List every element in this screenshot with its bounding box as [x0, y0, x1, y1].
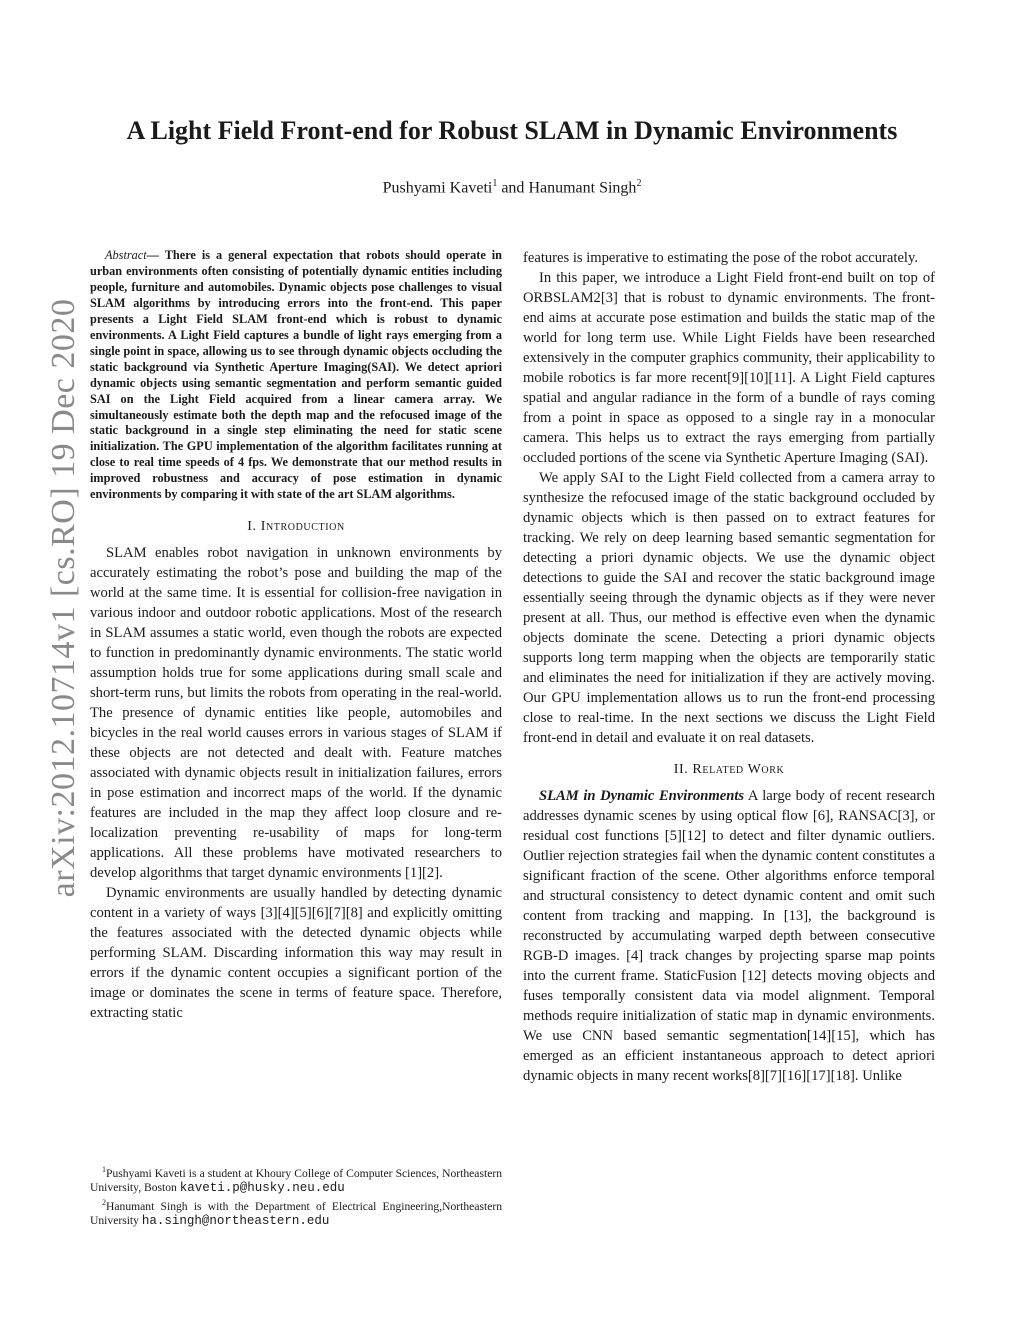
- footnote: [90, 1163, 502, 1196]
- abstract-text: — There is a general expectation that robots should operate in urban environments often consisting of potentially dynamic entities including people, furniture and automobiles. Dynamic objects pose challenges to visual SLAM algorithms by introducing errors into the front-end. This paper presents a Light Field SLAM front-end which is robust to dynamic environments. A Light Field captures a bundle of light rays emerging from a single point in space, allowing us to see through dynamic objects occluding the static background via Synthetic Aperture Imaging(SAI). We detect apriori dynamic objects using semantic segmentation and perform semantic guided SAI on the Light Field acquired from a linear camera array. We simultaneously estimate both the depth map and the refocused image of the static background in a single step eliminating the need for static scene initialization. The GPU implementation of the algorithm facilitates running at close to real time speeds of 4 fps. We demonstrate that our method results in improved robustness and accuracy of pose estimation in dynamic environments by comparing it with state of the art SLAM algorithms.: [90, 248, 502, 502]
- paragraph: features is imperative to estimating the pose of the robot accurately.: [523, 250, 918, 266]
- section-numeral: I.: [247, 519, 261, 535]
- arxiv-identifier-text: arXiv:2012.10714v1 [cs.RO] 19 Dec 2020: [45, 298, 82, 898]
- footnote-text: Hanumant Singh is with the Department of Electrical Engineering,Northeastern University: [90, 1199, 502, 1228]
- abstract: [90, 248, 502, 503]
- affiliation-mark: 1: [492, 178, 498, 189]
- left-column: [90, 248, 502, 1023]
- paragraph: SLAM enables robot navigation in unknown environments by accurately estimating the robot’s pose and building the map of the world at the same time. It is essential for collision-free navigation in various indoor and outdoor robotic applications. Most of the research in SLAM assumes a static world, even though the robots are expected to function in predominantly dynamic environments. The static world assumption holds true for some applications during small scale and short-term runs, but limits the robots from operating in the real-world. The presence of dynamic entities like people, automobiles and bicycles in the real world causes errors in various stages of SLAM if these objects are not detected and dealt with. Feature matches associated with dynamic objects result in initialization failures, errors in pose estimation and incorrect maps of the world. If the dynamic features are included in the map they affect loop closure and re-localization preventing re-usability of maps for long-term applications. All these problems have motivated researchers to develop algorithms that target dynamic environments [1][2].: [90, 545, 502, 882]
- author-name: Pushyami Kaveti: [382, 179, 493, 197]
- section-heading-introduction: [90, 519, 502, 535]
- paragraph: Dynamic environments are usually handled by detecting dynamic content in a variety of ways [3][4][5][6][7][8] and explicitly omitting the features associated with the detected dynamic objects while performing SLAM. Discarding information this way may result in errors if the dynamic content occupies a significant portion of the image or dominates the scene in terms of feature space. Therefore, extracting static: [90, 885, 502, 1022]
- paragraph-lead: SLAM in Dynamic Environments: [539, 788, 745, 804]
- footnotes: [90, 1163, 502, 1229]
- paragraph: We apply SAI to the Light Field collected from a camera array to synthesize the refocused image of the static background occluded by dynamic objects which is then passed on to extract features for tracking. We rely on deep learning based semantic segmentation for detecting a priori dynamic objects. We use the dynamic object detections to guide the SAI and recover the static background image essentially seeing through the dynamic objects as if they were never present at all. Thus, our method is effective even when the dynamic objects dominate the scene. Detecting a priori dynamic objects supports long term mapping when the objects are temporarily static and eliminates the need for initialization if they are actively moving. Our GPU implementation allows us to run the front-end processing close to real-time. In the next sections we discuss the Light Field front-end in detail and evaluate it on real datasets.: [523, 470, 935, 746]
- footnote: [90, 1196, 502, 1229]
- section-numeral: II.: [673, 762, 693, 777]
- affiliation-mark: 2: [636, 178, 642, 189]
- section-title: Related Work: [692, 762, 785, 777]
- email: ha.singh@northeastern.edu: [141, 1214, 330, 1229]
- paragraph-text: A large body of recent research addresses dynamic scenes by using optical flow [6], RANSAC[3], or residual cost functions [5][12] to detect and filter dynamic outliers. Outlier rejection strategies fail when the dynamic content constitutes a significant fraction of the scene. Other algorithms enforce temporal and structural consistency to detect dynamic content and omit such content from tracking and mapping. In [13], the background is reconstructed by accumulating warped depth between consecutive RGB-D images. [4] track changes by projecting sparse map points into the current frame. StaticFusion [12] detects moving objects and fuses temporally consistent data via model alignment. Temporal methods require initialization of static map in dynamic environments. We use CNN based semantic segmentation[14][15], which has emerged as an efficient instantaneous approach to detect apriori dynamic objects in many recent works[8][7][16][17][18]. Unlike: [523, 788, 935, 1084]
- footnote-mark: 2: [102, 1197, 106, 1207]
- right-column: [523, 248, 935, 1086]
- section-heading-related-work: [523, 762, 935, 778]
- footnote-text: Pushyami Kaveti is a student at Khoury College of Computer Sciences, Northeastern University, Boston: [90, 1166, 502, 1195]
- abstract-label: Abstract: [105, 248, 147, 262]
- paper-title: A Light Field Front-end for Robust SLAM in Dynamic Environments: [126, 116, 898, 145]
- author-conjunction: and: [497, 179, 529, 197]
- author-name: Hanumant Singh: [528, 179, 637, 197]
- paragraph: [523, 786, 935, 1086]
- email: kaveti.p@husky.neu.edu: [179, 1181, 345, 1196]
- footnote-mark: 1: [102, 1165, 106, 1174]
- author-line: [0, 178, 1024, 197]
- section-title: Introduction: [260, 519, 345, 535]
- paragraph: In this paper, we introduce a Light Field front-end built on top of ORBSLAM2[3] that is robust to dynamic environments. The front-end aims at accurate pose estimation and builds the static map of the world for long term use. While Light Fields have been researched extensively in the computer graphics community, their applicability to mobile robotics is far more recent[9][10][11]. A Light Field captures spatial and angular radiance in the form of a bundle of rays coming from a point in space as opposed to a single ray in a monocular camera. This helps us to extract the rays emerging from partially occluded portions of the scene via Synthetic Aperture Imaging (SAI).: [523, 270, 935, 466]
